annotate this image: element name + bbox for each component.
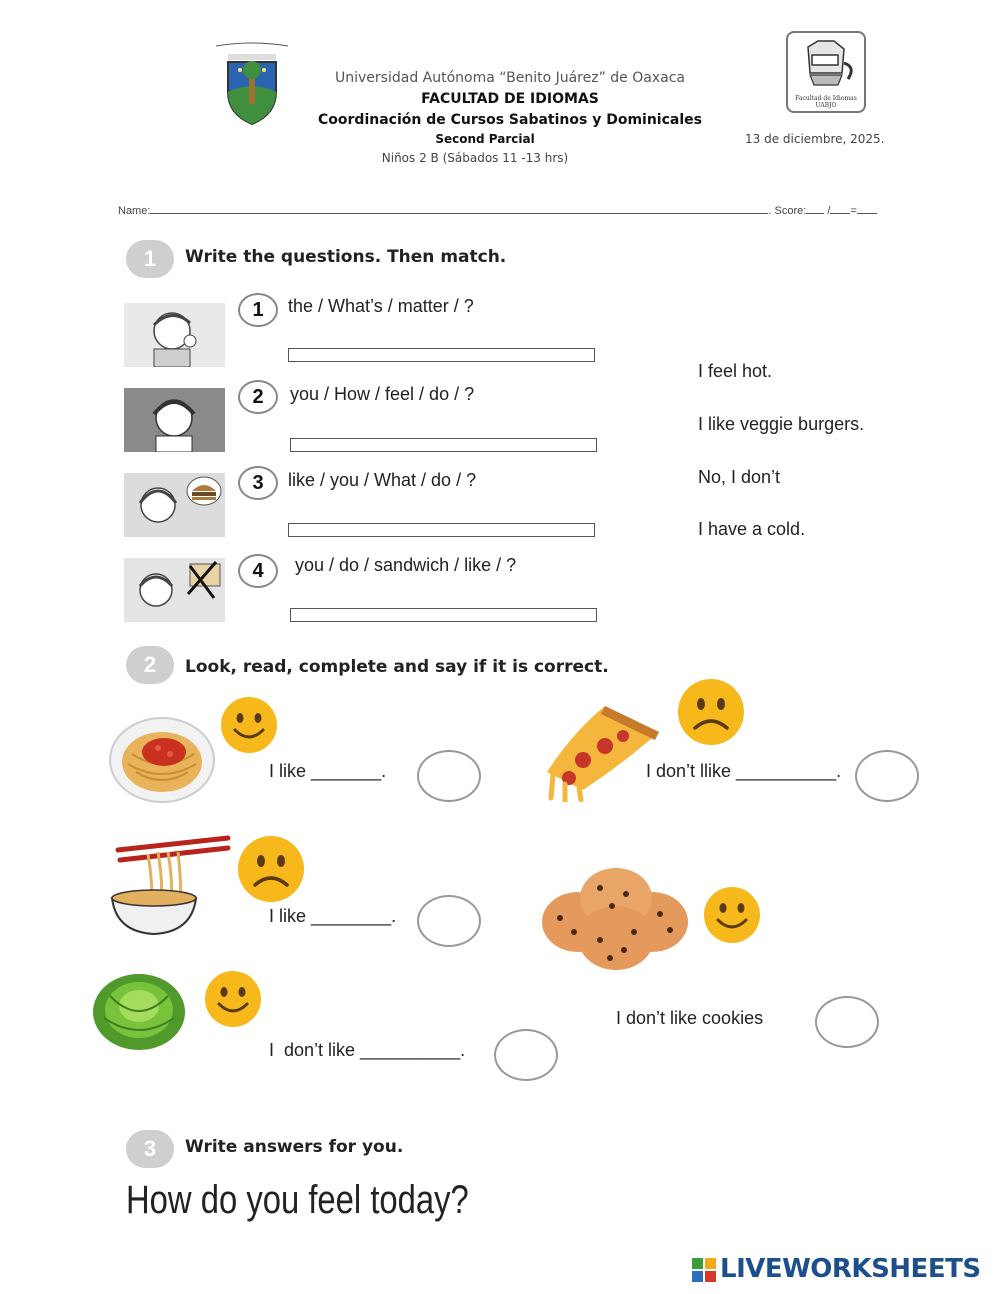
item-1-check-oval[interactable] bbox=[417, 750, 481, 802]
question-4-number: 4 bbox=[238, 554, 278, 588]
question-2-answer-input[interactable] bbox=[290, 438, 597, 452]
smiling-face-icon bbox=[204, 970, 262, 1028]
question-3-answer-input[interactable] bbox=[288, 523, 595, 537]
smiling-face-icon bbox=[703, 886, 761, 944]
match-option-4[interactable]: I have a cold. bbox=[698, 519, 806, 539]
exam-title: Second Parcial bbox=[435, 132, 535, 146]
cookies-icon bbox=[540, 862, 690, 972]
question-1-words: the / What’s / matter / ? bbox=[288, 296, 474, 316]
question-4-words: you / do / sandwich / like / ? bbox=[290, 555, 517, 575]
liveworksheets-logo-icon bbox=[692, 1258, 716, 1282]
exam-date: 13 de diciembre, 2025. bbox=[745, 132, 885, 146]
section-3-question: How do you feel today? bbox=[126, 1178, 469, 1222]
group-info: Niños 2 B (Sábados 11 -13 hrs) bbox=[381, 151, 569, 165]
match-option-3[interactable]: No, I don’t bbox=[698, 467, 781, 487]
item-2-check-oval[interactable] bbox=[855, 750, 919, 802]
name-score-line: Name: . Score: / = bbox=[118, 202, 877, 217]
item-6-sentence: I don’t like cookies bbox=[616, 1008, 764, 1028]
score-equals: = bbox=[850, 205, 857, 217]
question-3-words: like / you / What / do / ? bbox=[288, 470, 477, 490]
pizza-icon bbox=[543, 702, 663, 802]
item-3-check-oval[interactable] bbox=[417, 895, 481, 947]
boy-sandwich-picture bbox=[124, 558, 225, 622]
item-5-check-oval[interactable] bbox=[494, 1029, 558, 1081]
score-result-field[interactable] bbox=[857, 202, 877, 214]
match-option-1[interactable]: I feel hot. bbox=[698, 361, 773, 381]
score-field[interactable] bbox=[806, 202, 824, 214]
score-separator: / bbox=[827, 205, 831, 217]
score-total-field[interactable] bbox=[830, 202, 850, 214]
section-3-badge: 3 bbox=[126, 1130, 174, 1168]
name-label: Name: bbox=[118, 205, 151, 217]
liveworksheets-brand: LIVEWORKSHEETS bbox=[720, 1254, 981, 1284]
faculty-name: FACULTAD DE IDIOMAS bbox=[421, 91, 599, 107]
coordination-name: Coordinación de Cursos Sabatinos y Dominicales bbox=[318, 112, 702, 128]
item-2-sentence: I don’t llike __________. bbox=[646, 761, 842, 781]
girl-burger-picture bbox=[124, 473, 225, 537]
university-shield-icon bbox=[212, 40, 292, 128]
question-3-number: 3 bbox=[238, 466, 278, 500]
noodles-icon bbox=[108, 832, 234, 936]
girl-hot-picture bbox=[124, 388, 225, 452]
section-1-badge: 1 bbox=[126, 240, 174, 278]
faculty-logo-text: Facultad de Idiomas UABJO bbox=[795, 95, 857, 109]
item-3-sentence: I like ________. bbox=[269, 906, 397, 926]
match-option-2[interactable]: I like veggie burgers. bbox=[698, 414, 865, 434]
faculty-logo-icon bbox=[786, 31, 866, 113]
question-1-answer-input[interactable] bbox=[288, 348, 595, 362]
spaghetti-icon bbox=[108, 714, 216, 804]
frowning-face-icon bbox=[677, 678, 745, 746]
item-1-sentence: I like _______. bbox=[269, 761, 387, 781]
smiling-face-icon bbox=[220, 696, 278, 754]
score-label: Score: bbox=[774, 205, 807, 217]
name-field[interactable] bbox=[150, 202, 768, 214]
item-5-sentence: I don’t like __________. bbox=[269, 1040, 466, 1060]
question-1-number: 1 bbox=[238, 293, 278, 327]
section-2-badge: 2 bbox=[126, 646, 174, 684]
item-6-check-oval[interactable] bbox=[815, 996, 879, 1048]
boy-coughing-picture bbox=[124, 303, 225, 367]
question-2-number: 2 bbox=[238, 380, 278, 414]
question-4-answer-input[interactable] bbox=[290, 608, 597, 622]
lettuce-icon bbox=[90, 966, 188, 1052]
section-1-title: Write the questions. Then match. bbox=[185, 247, 507, 267]
university-name: Universidad Autónoma “Benito Juárez” de Oaxaca bbox=[335, 70, 685, 86]
frowning-face-icon bbox=[237, 835, 305, 903]
section-3-title: Write answers for you. bbox=[185, 1137, 404, 1157]
question-2-words: you / How / feel / do / ? bbox=[290, 384, 475, 404]
section-2-title: Look, read, complete and say if it is correct. bbox=[185, 657, 609, 677]
